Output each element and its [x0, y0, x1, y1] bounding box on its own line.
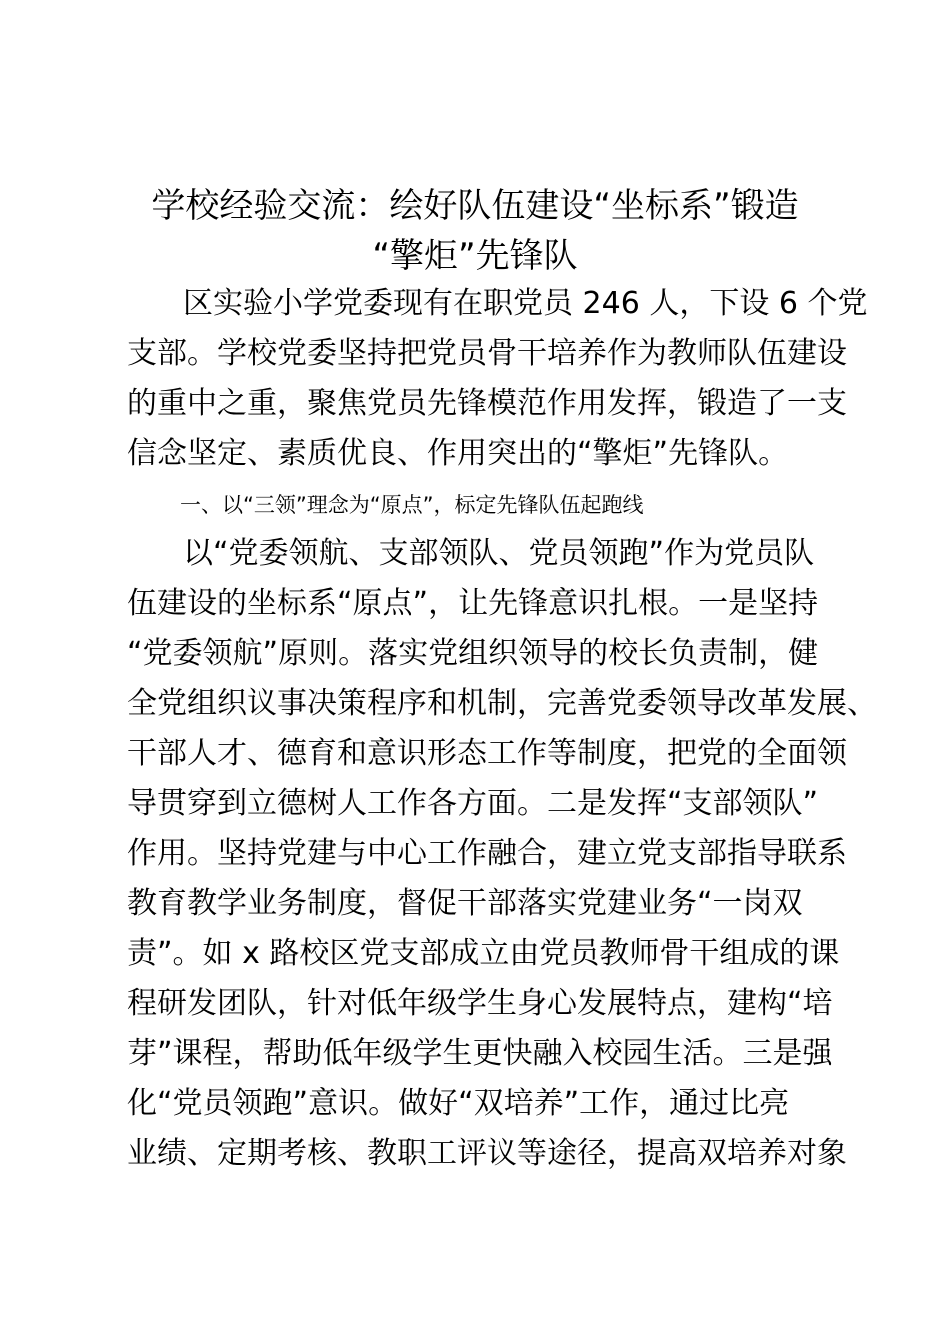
section-paragraph-line: 芽”课程，帮助低年级学生更快融入校园生活。三是强	[127, 1036, 833, 1071]
section-paragraph-line: 伍建设的坐标系“原点”，让先锋意识扎根。一是坚持	[127, 586, 819, 621]
intro-paragraph-line: 信念坚定、素质优良、作用突出的“擎炬”先锋队。	[127, 436, 789, 471]
section-paragraph-line: 以“党委领航、支部领队、党员领跑”作为党员队	[183, 536, 815, 571]
intro-paragraph-line: 区实验小学党委现有在职党员 246 人，下设 6 个党	[183, 286, 868, 321]
section-paragraph-line: 责”。如 x 路校区党支部成立由党员教师骨干组成的课	[127, 936, 840, 971]
section-heading: 一、以“三领”理念为“原点”，标定先锋队伍起跑线	[180, 493, 644, 517]
document-title-line-2: “擎炬”先锋队	[372, 236, 578, 276]
section-paragraph-line: 干部人才、德育和意识形态工作等制度，把党的全面领	[127, 736, 847, 771]
intro-paragraph-line: 支部。学校党委坚持把党员骨干培养作为教师队伍建设	[127, 336, 847, 371]
section-paragraph-line: 教育教学业务制度，督促干部落实党建业务“一岗双	[127, 886, 803, 921]
intro-paragraph-line: 的重中之重，聚焦党员先锋模范作用发挥，锻造了一支	[127, 386, 847, 421]
section-paragraph-line: “党委领航”原则。落实党组织领导的校长负责制，健	[127, 636, 819, 671]
section-paragraph-line: 全党组织议事决策程序和机制，完善党委领导改革发展、	[127, 686, 877, 721]
section-paragraph-line: 业绩、定期考核、教职工评议等途径，提高双培养对象	[127, 1136, 847, 1171]
section-paragraph-line: 作用。坚持党建与中心工作融合，建立党支部指导联系	[127, 836, 847, 871]
section-paragraph-line: 导贯穿到立德树人工作各方面。二是发挥“支部领队”	[127, 786, 819, 821]
document-title-line-1: 学校经验交流：绘好队伍建设“坐标系”锻造	[151, 186, 799, 226]
section-paragraph-line: 程研发团队，针对低年级学生身心发展特点，建构“培	[127, 986, 833, 1021]
section-paragraph-line: 化“党员领跑”意识。做好“双培养”工作，通过比亮	[127, 1086, 790, 1121]
